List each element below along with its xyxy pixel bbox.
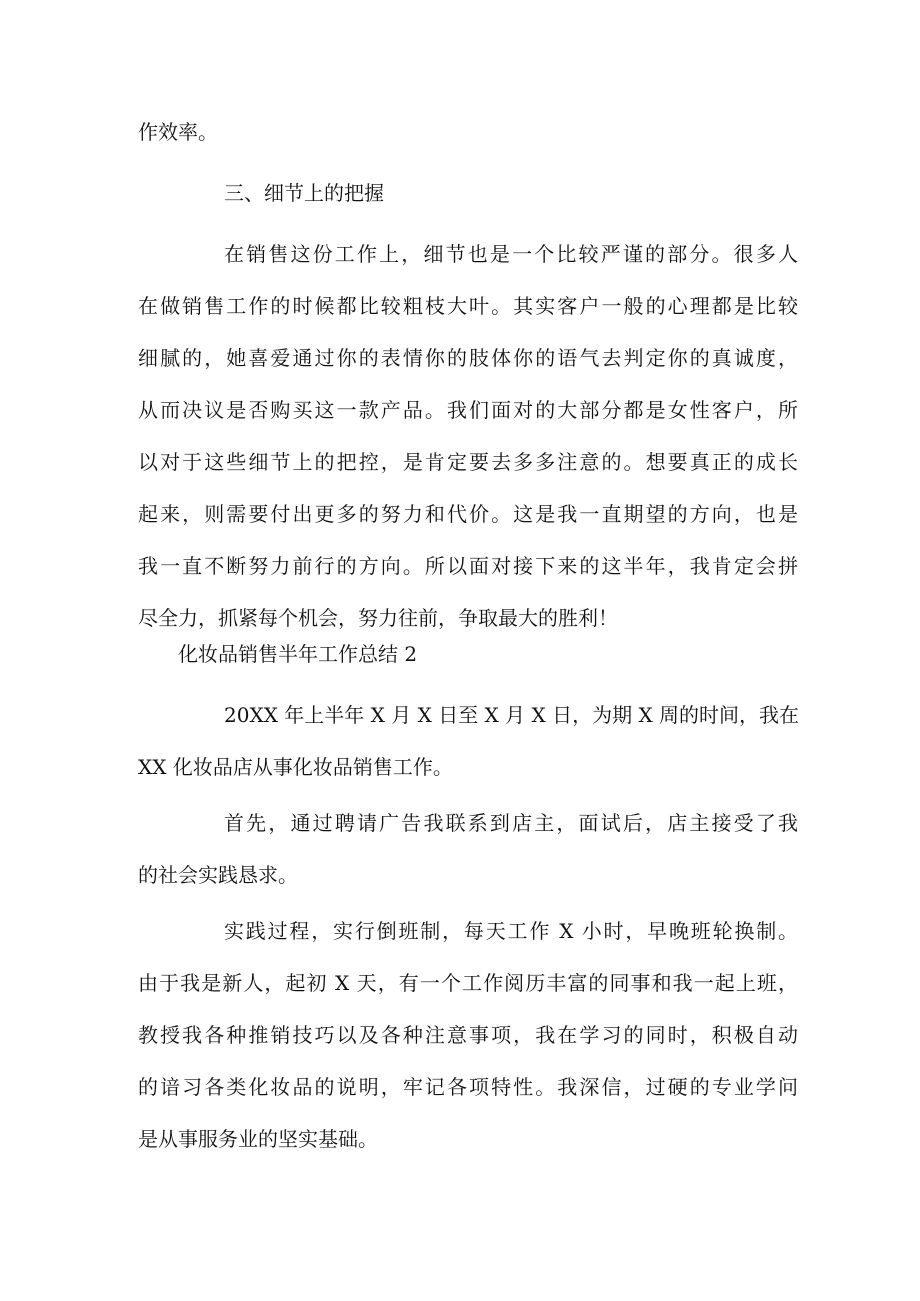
text-line: 的谙习各类化妆品的说明，牢记各项特性。我深信，过硬的专业学问: [138, 1075, 798, 1099]
text-line: XX 化妆品店从事化妆品销售工作。: [138, 755, 453, 779]
text-line: 首先，通过聘请广告我联系到店主，面试后，店主接受了我: [224, 811, 798, 835]
section-heading: [138, 167, 798, 219]
text-line: 在做销售工作的时候都比较粗枝大叶。其实客户一般的心理都是比较: [138, 294, 798, 318]
paragraph-continuation: [138, 106, 798, 158]
paragraph-details: [138, 228, 798, 644]
text-line: 教授我各种推销技巧以及各种注意事项，我在学习的同时，积极自动: [138, 1023, 798, 1047]
text-line: 尽全力，抓紧每个机会，努力往前，争取最大的胜利！: [138, 606, 618, 630]
text-line: 作效率。: [138, 120, 218, 144]
text-line: 是从事服务业的坚实基础。: [138, 1127, 378, 1151]
paragraph-first: [138, 797, 798, 901]
summary-title-text: 化妆品销售半年工作总结 2: [178, 642, 418, 666]
text-line: 在销售这份工作上，细节也是一个比较严谨的部分。很多人: [224, 242, 798, 266]
text-line: 我一直不断努力前行的方向。所以面对接下来的这半年，我肯定会拼: [138, 554, 798, 578]
text-line: 起来，则需要付出更多的努力和代价。这是我一直期望的方向，也是: [138, 502, 798, 526]
paragraph-practice: [138, 905, 798, 1165]
text-line: 20XX 年上半年 X 月 X 日至 X 月 X 日，为期 X 周的时间，我在: [224, 703, 800, 727]
section-heading-text: 三、细节上的把握: [224, 181, 384, 205]
text-line: 实践过程，实行倒班制，每天工作 X 小时，早晚班轮换制。: [224, 919, 798, 943]
paragraph-period: [138, 689, 798, 793]
text-line: 由于我是新人，起初 X 天，有一个工作阅历丰富的同事和我一起上班，: [138, 971, 798, 995]
text-line: 的社会实践恳求。: [138, 863, 298, 887]
text-line: 细腻的，她喜爱通过你的表情你的肢体你的语气去判定你的真诚度，: [138, 346, 798, 370]
summary-title: [138, 628, 798, 680]
text-line: 以对于这些细节上的把控，是肯定要去多多注意的。想要真正的成长: [138, 450, 798, 474]
text-line: 从而决议是否购买这一款产品。我们面对的大部分都是女性客户，所: [138, 398, 798, 422]
